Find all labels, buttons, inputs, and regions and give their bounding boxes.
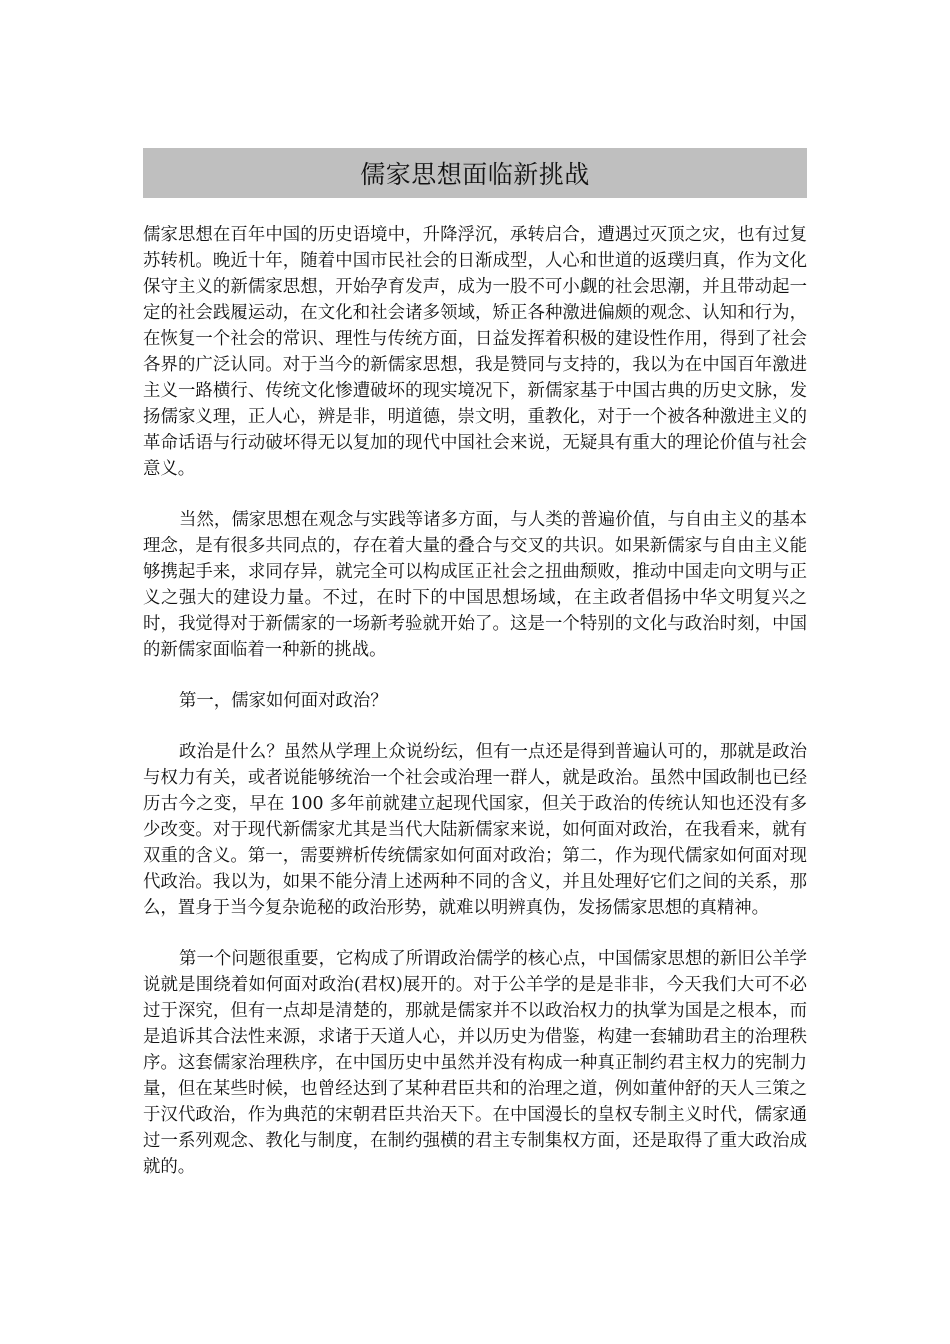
title-banner xyxy=(143,148,807,198)
paragraph-2: 当然，儒家思想在观念与实践等诸多方面，与人类的普遍价值，与自由主义的基本理念，是有很多共同点的，存在着大量的叠合与交叉的共识。如果新儒家与自由主义能够携起手来，求同存异，就完全可以构成匡正社会之扭曲颓败，推动中国走向文明与正义之强大的建设力量。不过，在时下的中国思想场域，在主政者倡扬中华文明复兴之时，我觉得对于新儒家的一场新考验就开始了。这是一个特别的文化与政治时刻，中国的新儒家面临着一种新的挑战。 xyxy=(143,510,807,660)
paragraph-1: 儒家思想在百年中国的历史语境中，升降浮沉，承转启合，遭遇过灭顶之灾，也有过复苏转机。晚近十年，随着中国市民社会的日渐成型，人心和世道的返璞归真，作为文化保守主义的新儒家思想，开始孕育发声，成为一股不可小觑的社会思潮，并且带动起一定的社会践履运动，在文化和社会诸多领域，矫正各种激进偏颇的观念、认知和行为，在恢复一个社会的常识、理性与传统方面，日益发挥着积极的建设性作用，得到了社会各界的广泛认同。对于当今的新儒家思想，我是赞同与支持的，我以为在中国百年激进主义一路横行、传统文化惨遭破坏的现实境况下，新儒家基于中国古典的历史文脉，发扬儒家义理，正人心，辨是非，明道德，崇文明，重教化，对于一个被各种激进主义的革命话语与行动破坏得无以复加的现代中国社会来说，无疑具有重大的理论价值与社会意义。 xyxy=(143,225,807,479)
document-body xyxy=(143,222,807,1205)
paragraph-4: 第一个问题很重要，它构成了所谓政治儒学的核心点，中国儒家思想的新旧公羊学说就是围绕着如何面对政治(君权)展开的。对于公羊学的是是非非，今天我们大可不必过于深究，但有一点却是清楚的，那就是儒家并不以政治权力的执掌为国是之根本，而是追诉其合法性来源，求诸于天道人心，并以历史为借鉴，构建一套辅助君主的治理秩序。这套儒家治理秩序，在中国历史中虽然并没有构成一种真正制约君主权力的宪制力量，但在某些时候，也曾经达到了某种君臣共和的治理之道，例如董仲舒的天人三策之于汉代政治，作为典范的宋朝君臣共治天下。在中国漫长的皇权专制主义时代，儒家通过一系列观念、教化与制度，在制约强横的君主专制集权方面，还是取得了重大政治成就的。 xyxy=(143,949,807,1177)
paragraph-3: 政治是什么？虽然从学理上众说纷纭，但有一点还是得到普遍认可的，那就是政治与权力有关，或者说能够统治一个社会或治理一群人，就是政治。虽然中国政制也已经历古今之变，早在 100 多年前就建立起现代国家，但关于政治的传统认知也还没有多少改变。对于现代新儒家尤其是当代大陆新儒家来说，如何面对政治，在我看来，就有双重的含义。第一，需要辨析传统儒家如何面对政治；第二，作为现代儒家如何面对现代政治。我以为，如果不能分清上述两种不同的含义，并且处理好它们之间的关系，那么，置身于当今复杂诡秘的政治形势，就难以明辨真伪，发扬儒家思想的真精神。 xyxy=(143,742,807,918)
section-heading-1: 第一，儒家如何面对政治？ xyxy=(179,691,388,711)
document-title: 儒家思想面临新挑战 xyxy=(360,160,590,189)
